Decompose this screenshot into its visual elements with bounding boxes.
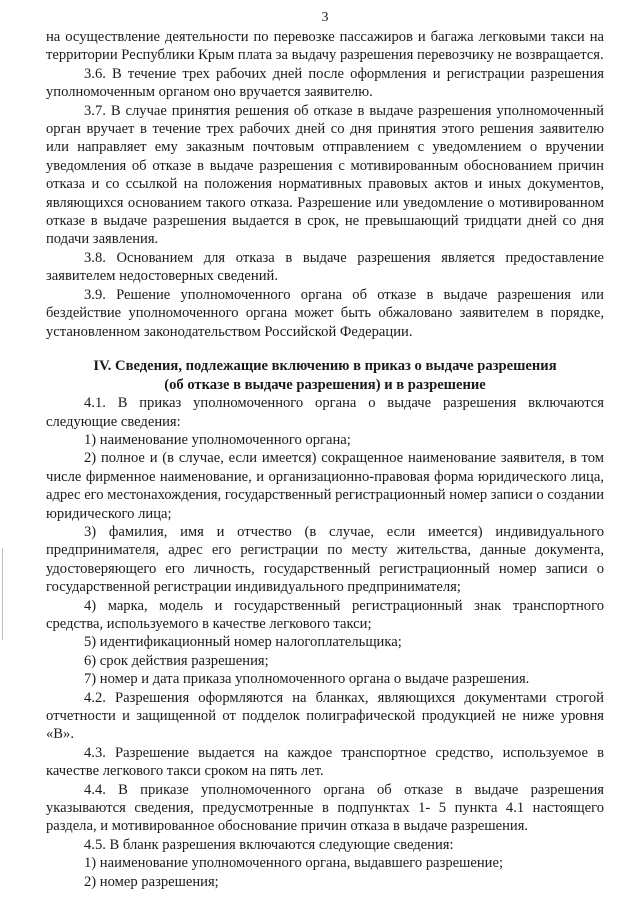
list-item-4-5-2: 2) номер разрешения; <box>84 873 219 890</box>
section-title <box>46 357 604 394</box>
paragraph-4-2: 4.2. Разрешения оформляются на бланках, являющихся документами строгой отчетности и защищенной от подделок полиграфической продукцией не ниже уровня «В». <box>46 689 604 743</box>
list-item-4-1-7: 7) номер и дата приказа уполномоченного органа о выдаче разрешения. <box>84 671 530 688</box>
scan-margin-mark <box>2 548 3 640</box>
list-item-4-1-6: 6) срок действия разрешения; <box>84 652 269 669</box>
paragraph-4-1: 4.1. В приказ уполномоченного органа о выдаче разрешения включаются следующие сведения: <box>46 395 604 430</box>
paragraph-3-7: 3.7. В случае принятия решения об отказе в выдаче разрешения уполномоченный орган вручает в течение трех рабочих дней со дня принятия этого решения заявителю или направляет ему заказным почтовым отправлением с уведомлением о вручении уведомления об отказе в выдаче разрешения с мотивированным обоснованием причин отказа и со ссылкой на положения нормативных правовых актов и иных документов, являющихся основанием такого отказа. Разрешение или уведомление о мотивированном отказе в выдаче разрешения выдается в срок, не превышающий тридцати дней со дня подачи заявления. <box>46 102 604 248</box>
list-item-4-5-1: 1) наименование уполномоченного органа, выдавшего разрешение; <box>84 855 504 872</box>
paragraph-4-4: 4.4. В приказе уполномоченного органа об отказе в выдаче разрешения указываются сведения, предусмотренные в подпунктах 1- 5 пункта 4.1 настоящего раздела, и мотивированное обоснование причин отказа в выдаче разрешения. <box>46 781 604 835</box>
section-title-line-2: (об отказе в выдаче разрешения) и в разрешение <box>164 376 486 393</box>
list-item-4-1-1: 1) наименование уполномоченного органа; <box>84 431 351 448</box>
list-item-4-1-3: 3) фамилия, имя и отчество (в случае, если имеется) индивидуального предпринимателя, адрес его регистрации по месту жительства, данные документа, удостоверяющего его личность, государственный регистрационный номер записи о государственной регистрации индивидуального предпринимателя; <box>46 523 604 596</box>
list-item-4-1-5: 5) идентификационный номер налогоплательщика; <box>84 634 402 651</box>
paragraphs-section-3 <box>46 28 604 341</box>
paragraph-3-8: 3.8. Основанием для отказа в выдаче разрешения является предоставление заявителем недостоверных сведений. <box>46 249 604 285</box>
paragraph-4-5: 4.5. В бланк разрешения включаются следующие сведения: <box>84 836 454 853</box>
paragraphs-section-4 <box>46 394 604 891</box>
list-item-4-1-4: 4) марка, модель и государственный регистрационный знак транспортного средства, используемого в качестве легкового такси; <box>46 597 604 632</box>
section-title-line-1: IV. Сведения, подлежащие включению в приказ о выдаче разрешения <box>93 357 557 374</box>
paragraph-3-6: 3.6. В течение трех рабочих дней после оформления и регистрации разрешения уполномоченным органом оно вручается заявителю. <box>46 65 604 101</box>
paragraph-4-3: 4.3. Разрешение выдается на каждое транспортное средство, используемое в качестве легкового такси сроком на пять лет. <box>46 744 604 780</box>
list-item-4-1-2: 2) полное и (в случае, если имеется) сокращенное наименование заявителя, в том числе фирменное наименование, и организационно-правовая форма юридического лица, адрес его местонахождения, государственный регистрационный номер записи о создании юридического лица; <box>46 450 604 522</box>
page-number: 3 <box>321 10 329 25</box>
paragraph-continuation: на осуществление деятельности по перевозке пассажиров и багажа легковыми такси на территории Республики Крым плата за выдачу разрешения перевозчику не возвращается. <box>46 29 604 64</box>
paragraph-3-9: 3.9. Решение уполномоченного органа об отказе в выдаче разрешения или бездействие уполномоченного органа может быть обжаловано заявителем в порядке, установленном законодательством Российской Федерации. <box>46 286 604 340</box>
